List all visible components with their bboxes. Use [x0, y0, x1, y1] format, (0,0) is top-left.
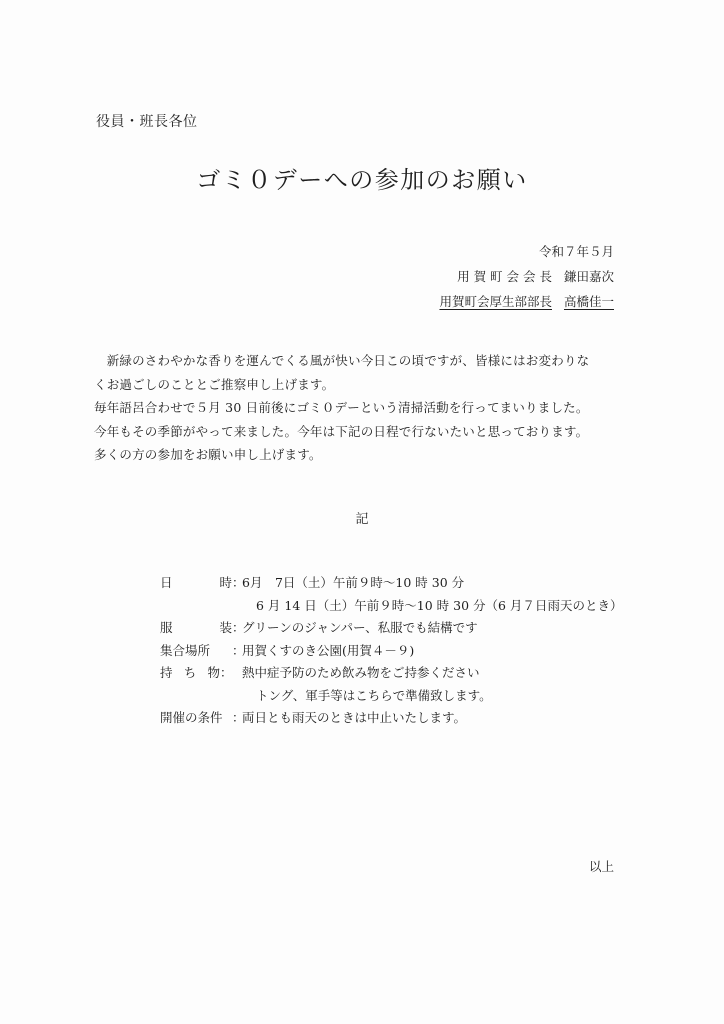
- detail-row-place: [160, 640, 622, 663]
- detail-label-place: 集合場所: [160, 642, 211, 658]
- detail-row-items-cont: [160, 685, 622, 708]
- detail-row-datetime: [160, 572, 622, 595]
- sender-name-chair: 鎌田嘉次: [563, 269, 614, 284]
- detail-value-datetime-2: 6 月 14 日（土）午前９時〜10 時 30 分（6 月７日雨天のとき）: [256, 597, 623, 613]
- ki-heading: 記: [355, 512, 369, 527]
- detail-row-clothing: [160, 617, 622, 640]
- issue-date: 令和７年５月: [538, 244, 614, 259]
- sender-role-welfare: 用賀町会厚生部部長: [439, 294, 552, 309]
- sender-block: [439, 239, 614, 314]
- detail-value-datetime-1: 6月 7日（土）午前９時〜10 時 30 分: [242, 575, 465, 590]
- body-line: 新緑のさわやかな香りを運んでくる風が快い今日この頃ですが、皆様にはお変わりな: [94, 353, 590, 368]
- document-title: ゴミ０デーへの参加のお願い: [196, 166, 528, 194]
- detail-colon: ：: [232, 642, 245, 658]
- detail-value-place: 用賀くすのき公園(用賀４－９): [242, 642, 415, 658]
- detail-colon: ：: [232, 575, 245, 590]
- closing-mark: 以上: [588, 859, 614, 874]
- detail-colon: ：: [232, 620, 245, 635]
- detail-row-datetime-cont: [160, 595, 622, 618]
- addressee: 役員・班長各位: [96, 114, 198, 130]
- sender-name-welfare: 高橋佳一: [563, 294, 614, 309]
- detail-label-condition: 開催の条件: [160, 710, 223, 725]
- sender-line-welfare: [439, 289, 614, 314]
- body-line: くお過ごしのこととご推察申し上げます。: [94, 376, 335, 392]
- detail-row-condition: [160, 707, 622, 730]
- body-text: [94, 349, 624, 467]
- detail-value-condition: 両日とも雨天のときは中止いたします。: [242, 710, 467, 725]
- sender-line-chair: [439, 264, 614, 289]
- body-line: 毎年語呂合わせで５月 30 日前後にゴミ０デーという清掃活動を行ってまいりました。: [94, 400, 589, 415]
- detail-label-items: 持 ち 物: [160, 665, 220, 680]
- body-line: 多くの方の参加をお願い申し上げます。: [94, 447, 322, 462]
- detail-label-datetime: 日 時: [160, 575, 232, 590]
- detail-value-items-2: トング、軍手等はこちらで準備致します。: [256, 687, 492, 703]
- detail-row-items: [160, 662, 622, 685]
- detail-colon: ：: [232, 710, 245, 725]
- detail-label-clothing: 服 装: [160, 620, 232, 635]
- detail-value-items-1: 熱中症予防のため飲み物をご持参ください: [242, 665, 480, 680]
- sender-role-chair: 用 賀 町 会 会 長: [457, 269, 552, 284]
- detail-colon: ：: [220, 665, 233, 680]
- detail-value-clothing: グリーンのジャンパー、私服でも結構です: [242, 620, 478, 635]
- body-line: 今年もその季節がやって来ました。今年は下記の日程で行ないたいと思っております。: [94, 423, 589, 439]
- details-list: [160, 572, 622, 730]
